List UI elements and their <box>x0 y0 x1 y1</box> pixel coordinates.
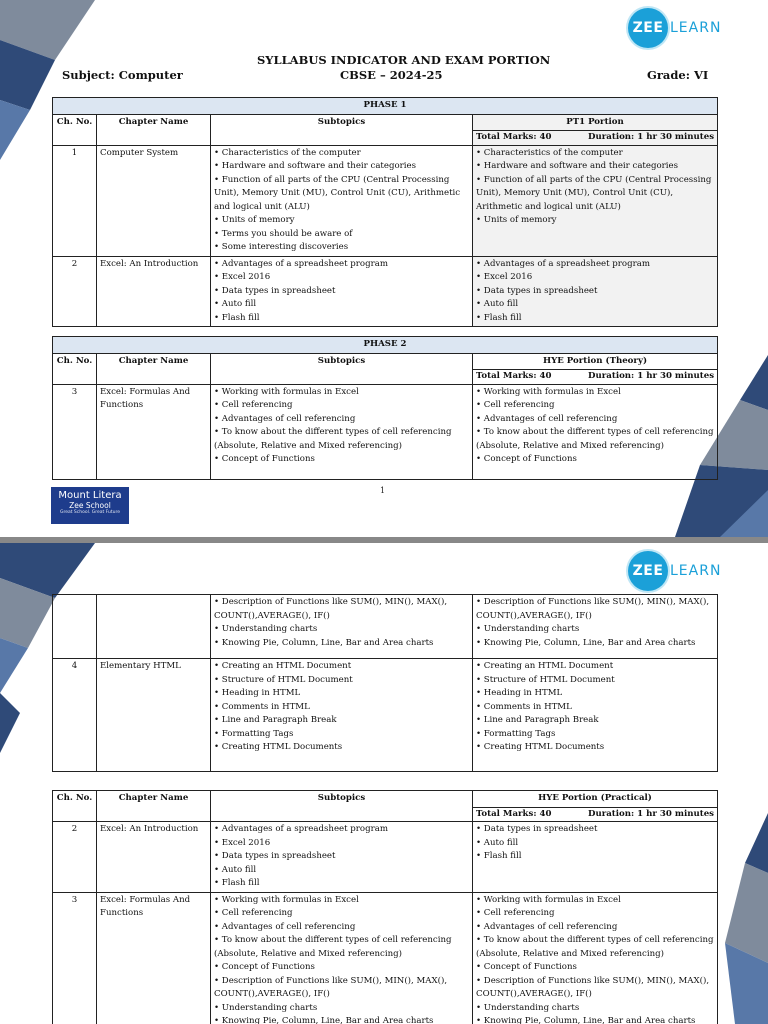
chapter-name: Excel: An Introduction <box>97 256 211 327</box>
subtopic-item: • Auto fill <box>214 299 257 309</box>
subtopic-item: • Data types in spreadsheet <box>214 285 336 296</box>
portion-item: • Units of memory <box>476 215 557 225</box>
subtopic-item: • Structure of HTML Document <box>214 674 353 685</box>
portion-item: • Flash fill <box>476 851 522 861</box>
subtopic-item: • Excel 2016 <box>214 837 271 848</box>
phase2-continued-table <box>52 594 718 772</box>
col-chname: Chapter Name <box>97 114 211 145</box>
portion-item: • Creating an HTML Document <box>476 661 614 671</box>
subtopic-item: • Auto fill <box>214 864 257 875</box>
subtopic-item: • Units of memory <box>214 215 295 225</box>
portion-item: • Understanding charts <box>476 624 580 634</box>
duration: Duration: 1 hr 30 minutes <box>588 371 715 381</box>
subtopic-item: • Function of all parts of the CPU (Central Processing Unit), Memory Unit (MU), Control Unit (CU), Arithmetic and logical unit (ALU) <box>214 174 461 212</box>
portion-item: • Function of all parts of the CPU (Central Processing Unit), Memory Unit (MU), Control Unit (CU), Arithmetic and logical unit (ALU) <box>476 174 712 212</box>
subtopics-cell <box>211 595 473 659</box>
portion-item: • Description of Functions like SUM(), MIN(), MAX(), COUNT(),AVERAGE(), IF() <box>476 597 710 621</box>
subtopic-item: • Cell referencing <box>214 400 293 410</box>
phase1-label: PHASE 1 <box>53 98 718 115</box>
mount-litera-logo <box>51 487 129 524</box>
col-portion: HYE Portion (Theory) <box>473 353 718 370</box>
table-row <box>53 822 718 893</box>
portion-item: • Knowing Pie, Column, Line, Bar and Area charts <box>476 637 696 648</box>
chapter-name: Excel: An Introduction <box>97 822 211 893</box>
subtopic-item: • Advantages of a spreadsheet program <box>214 824 388 834</box>
subtopic-item: • Creating HTML Documents <box>214 742 343 752</box>
portion-item: • Concept of Functions <box>476 454 577 464</box>
portion-item: • Understanding charts <box>476 1002 580 1013</box>
chapter-name: Excel: Formulas And Functions <box>97 892 211 1024</box>
col-portion: PT1 Portion <box>473 114 718 131</box>
portion-item: • Characteristics of the computer <box>476 147 623 158</box>
portion-item: • Structure of HTML Document <box>476 674 615 685</box>
subtopic-item: • Advantages of cell referencing <box>214 921 356 932</box>
portion-cell <box>473 145 718 256</box>
subtopic-item: • Formatting Tags <box>214 728 294 739</box>
subtopic-item: • Understanding charts <box>214 624 318 634</box>
subtopics-cell <box>211 822 473 893</box>
portion-cell <box>473 892 718 1024</box>
chapter-name: Computer System <box>97 145 211 256</box>
document-title: SYLLABUS INDICATOR AND EXAM PORTION <box>257 53 551 67</box>
total-marks: Total Marks: 40 <box>476 371 552 381</box>
duration: Duration: 1 hr 30 minutes <box>588 808 714 819</box>
table-row <box>53 659 718 772</box>
portion-cell <box>473 256 718 327</box>
subtopic-item: • Flash fill <box>214 878 260 888</box>
portion-cell <box>473 595 718 659</box>
col-subtopics: Subtopics <box>211 353 473 384</box>
subtopic-item: • Excel 2016 <box>214 272 271 282</box>
portion-item: • Advantages of cell referencing <box>476 413 618 424</box>
chapter-number: 2 <box>53 822 97 893</box>
table-row <box>53 256 718 327</box>
subtopic-item: • To know about the different types of cell referencing (Absolute, Relative and Mixed referencing) <box>214 935 452 959</box>
portion-item: • Advantages of cell referencing <box>476 921 618 932</box>
subtopic-item: • Advantages of a spreadsheet program <box>214 258 388 269</box>
portion-item: • Working with formulas in Excel <box>476 894 621 905</box>
subtopics-cell <box>211 892 473 1024</box>
subtopic-item: • Hardware and software and their categories <box>214 161 417 171</box>
portion-item: • Comments in HTML <box>476 701 572 712</box>
col-subtopics: Subtopics <box>211 114 473 145</box>
chapter-number: 1 <box>53 145 97 256</box>
portion-cell <box>473 822 718 893</box>
logo-circle: ZEE <box>628 8 668 48</box>
phase1-table <box>52 97 718 327</box>
portion-item: • Data types in spreadsheet <box>476 824 598 834</box>
portion-item: • To know about the different types of cell referencing (Absolute, Relative and Mixed referencing) <box>476 935 714 959</box>
col-chno: Ch. No. <box>53 114 97 145</box>
subtopic-item: • Knowing Pie, Column, Line, Bar and Area charts <box>214 1016 434 1024</box>
subtopic-item: • Cell referencing <box>214 908 293 918</box>
subtopic-item: • Terms you should be aware of <box>214 228 353 239</box>
zeelearn-logo <box>628 551 721 591</box>
phase2-label: PHASE 2 <box>53 337 718 354</box>
subtopic-item: • Knowing Pie, Column, Line, Bar and Area charts <box>214 637 434 648</box>
grade-label: Grade: VI <box>647 68 709 82</box>
portion-item: • Flash fill <box>476 312 522 323</box>
subtopic-item: • Concept of Functions <box>214 962 315 972</box>
logo-text: LEARN <box>670 563 722 579</box>
subtopic-item: • Data types in spreadsheet <box>214 851 336 861</box>
logo-circle: ZEE <box>628 551 668 591</box>
chapter-number: 3 <box>53 892 97 1024</box>
subtopics-cell <box>211 256 473 327</box>
subtopics-cell <box>211 145 473 256</box>
zeelearn-logo <box>628 8 721 48</box>
portion-cell <box>473 384 718 479</box>
subtopic-item: • Concept of Functions <box>214 454 315 464</box>
subtopic-item: • Working with formulas in Excel <box>214 386 359 397</box>
portion-item: • Formatting Tags <box>476 728 556 739</box>
subtopic-item: • Description of Functions like SUM(), MIN(), MAX(), COUNT(),AVERAGE(), IF() <box>214 597 448 621</box>
table-row <box>53 892 718 1024</box>
subtopic-item: • Heading in HTML <box>214 688 301 698</box>
portion-item: • Cell referencing <box>476 400 555 410</box>
col-chno: Ch. No. <box>53 353 97 384</box>
table-row <box>53 595 718 659</box>
subtopic-item: • Flash fill <box>214 312 260 323</box>
col-subtopics: Subtopics <box>211 791 473 822</box>
school-name: Mount Litera <box>58 490 122 501</box>
subtopic-item: • Understanding charts <box>214 1002 318 1013</box>
col-portion: HYE Portion (Practical) <box>473 791 718 808</box>
table-row <box>53 145 718 256</box>
total-marks: Total Marks: 40 <box>476 132 552 142</box>
col-chno: Ch. No. <box>53 791 97 822</box>
total-marks: Total Marks: 40 <box>476 808 552 819</box>
portion-item: • Working with formulas in Excel <box>476 386 621 397</box>
page-number: 1 <box>380 486 386 495</box>
chapter-name: Excel: Formulas And Functions <box>97 384 211 479</box>
subtopics-cell <box>211 384 473 479</box>
portion-item: • Excel 2016 <box>476 272 533 282</box>
portion-item: • Hardware and software and their categories <box>476 161 679 171</box>
portion-item: • Creating HTML Documents <box>476 742 605 752</box>
chapter-number: 3 <box>53 384 97 479</box>
table-row <box>53 384 718 479</box>
logo-text: LEARN <box>670 20 722 36</box>
chapter-number <box>53 595 97 659</box>
subject-label: Subject: Computer <box>62 68 183 82</box>
duration: Duration: 1 hr 30 minutes <box>588 132 715 142</box>
portion-item: • Auto fill <box>476 837 519 848</box>
school-sub: Zee School <box>69 501 111 510</box>
portion-item: • Line and Paragraph Break <box>476 715 599 725</box>
portion-cell <box>473 659 718 772</box>
chapter-number: 4 <box>53 659 97 772</box>
subtopic-item: • Comments in HTML <box>214 701 310 712</box>
subtopic-item: • Some interesting discoveries <box>214 242 349 252</box>
subtopic-item: • Description of Functions like SUM(), MIN(), MAX(), COUNT(),AVERAGE(), IF() <box>214 975 448 999</box>
phase2-table <box>52 336 718 480</box>
practical-table <box>52 790 718 1024</box>
page-2 <box>0 543 768 1024</box>
subtopic-item: • To know about the different types of cell referencing (Absolute, Relative and Mixed referencing) <box>214 427 452 451</box>
col-chname: Chapter Name <box>97 791 211 822</box>
chapter-name: Elementary HTML <box>97 659 211 772</box>
school-tagline: Great School. Great Future <box>59 510 121 515</box>
portion-item: • To know about the different types of cell referencing (Absolute, Relative and Mixed referencing) <box>476 427 714 451</box>
portion-item: • Auto fill <box>476 299 519 309</box>
subtopic-item: • Working with formulas in Excel <box>214 894 359 905</box>
portion-item: • Concept of Functions <box>476 962 577 972</box>
portion-item: • Description of Functions like SUM(), MIN(), MAX(), COUNT(),AVERAGE(), IF() <box>476 975 710 999</box>
subtopic-item: • Line and Paragraph Break <box>214 715 337 725</box>
chapter-number: 2 <box>53 256 97 327</box>
portion-item: • Heading in HTML <box>476 688 563 698</box>
board-year: CBSE – 2024-25 <box>340 68 443 82</box>
subtopic-item: • Advantages of cell referencing <box>214 413 356 424</box>
portion-item: • Cell referencing <box>476 908 555 918</box>
subtopics-cell <box>211 659 473 772</box>
chapter-name <box>97 595 211 659</box>
col-chname: Chapter Name <box>97 353 211 384</box>
subtopic-item: • Creating an HTML Document <box>214 661 352 671</box>
portion-item: • Data types in spreadsheet <box>476 285 598 296</box>
subtopic-item: • Characteristics of the computer <box>214 147 361 158</box>
portion-item: • Advantages of a spreadsheet program <box>476 258 650 269</box>
portion-item: • Knowing Pie, Column, Line, Bar and Area charts <box>476 1016 696 1024</box>
